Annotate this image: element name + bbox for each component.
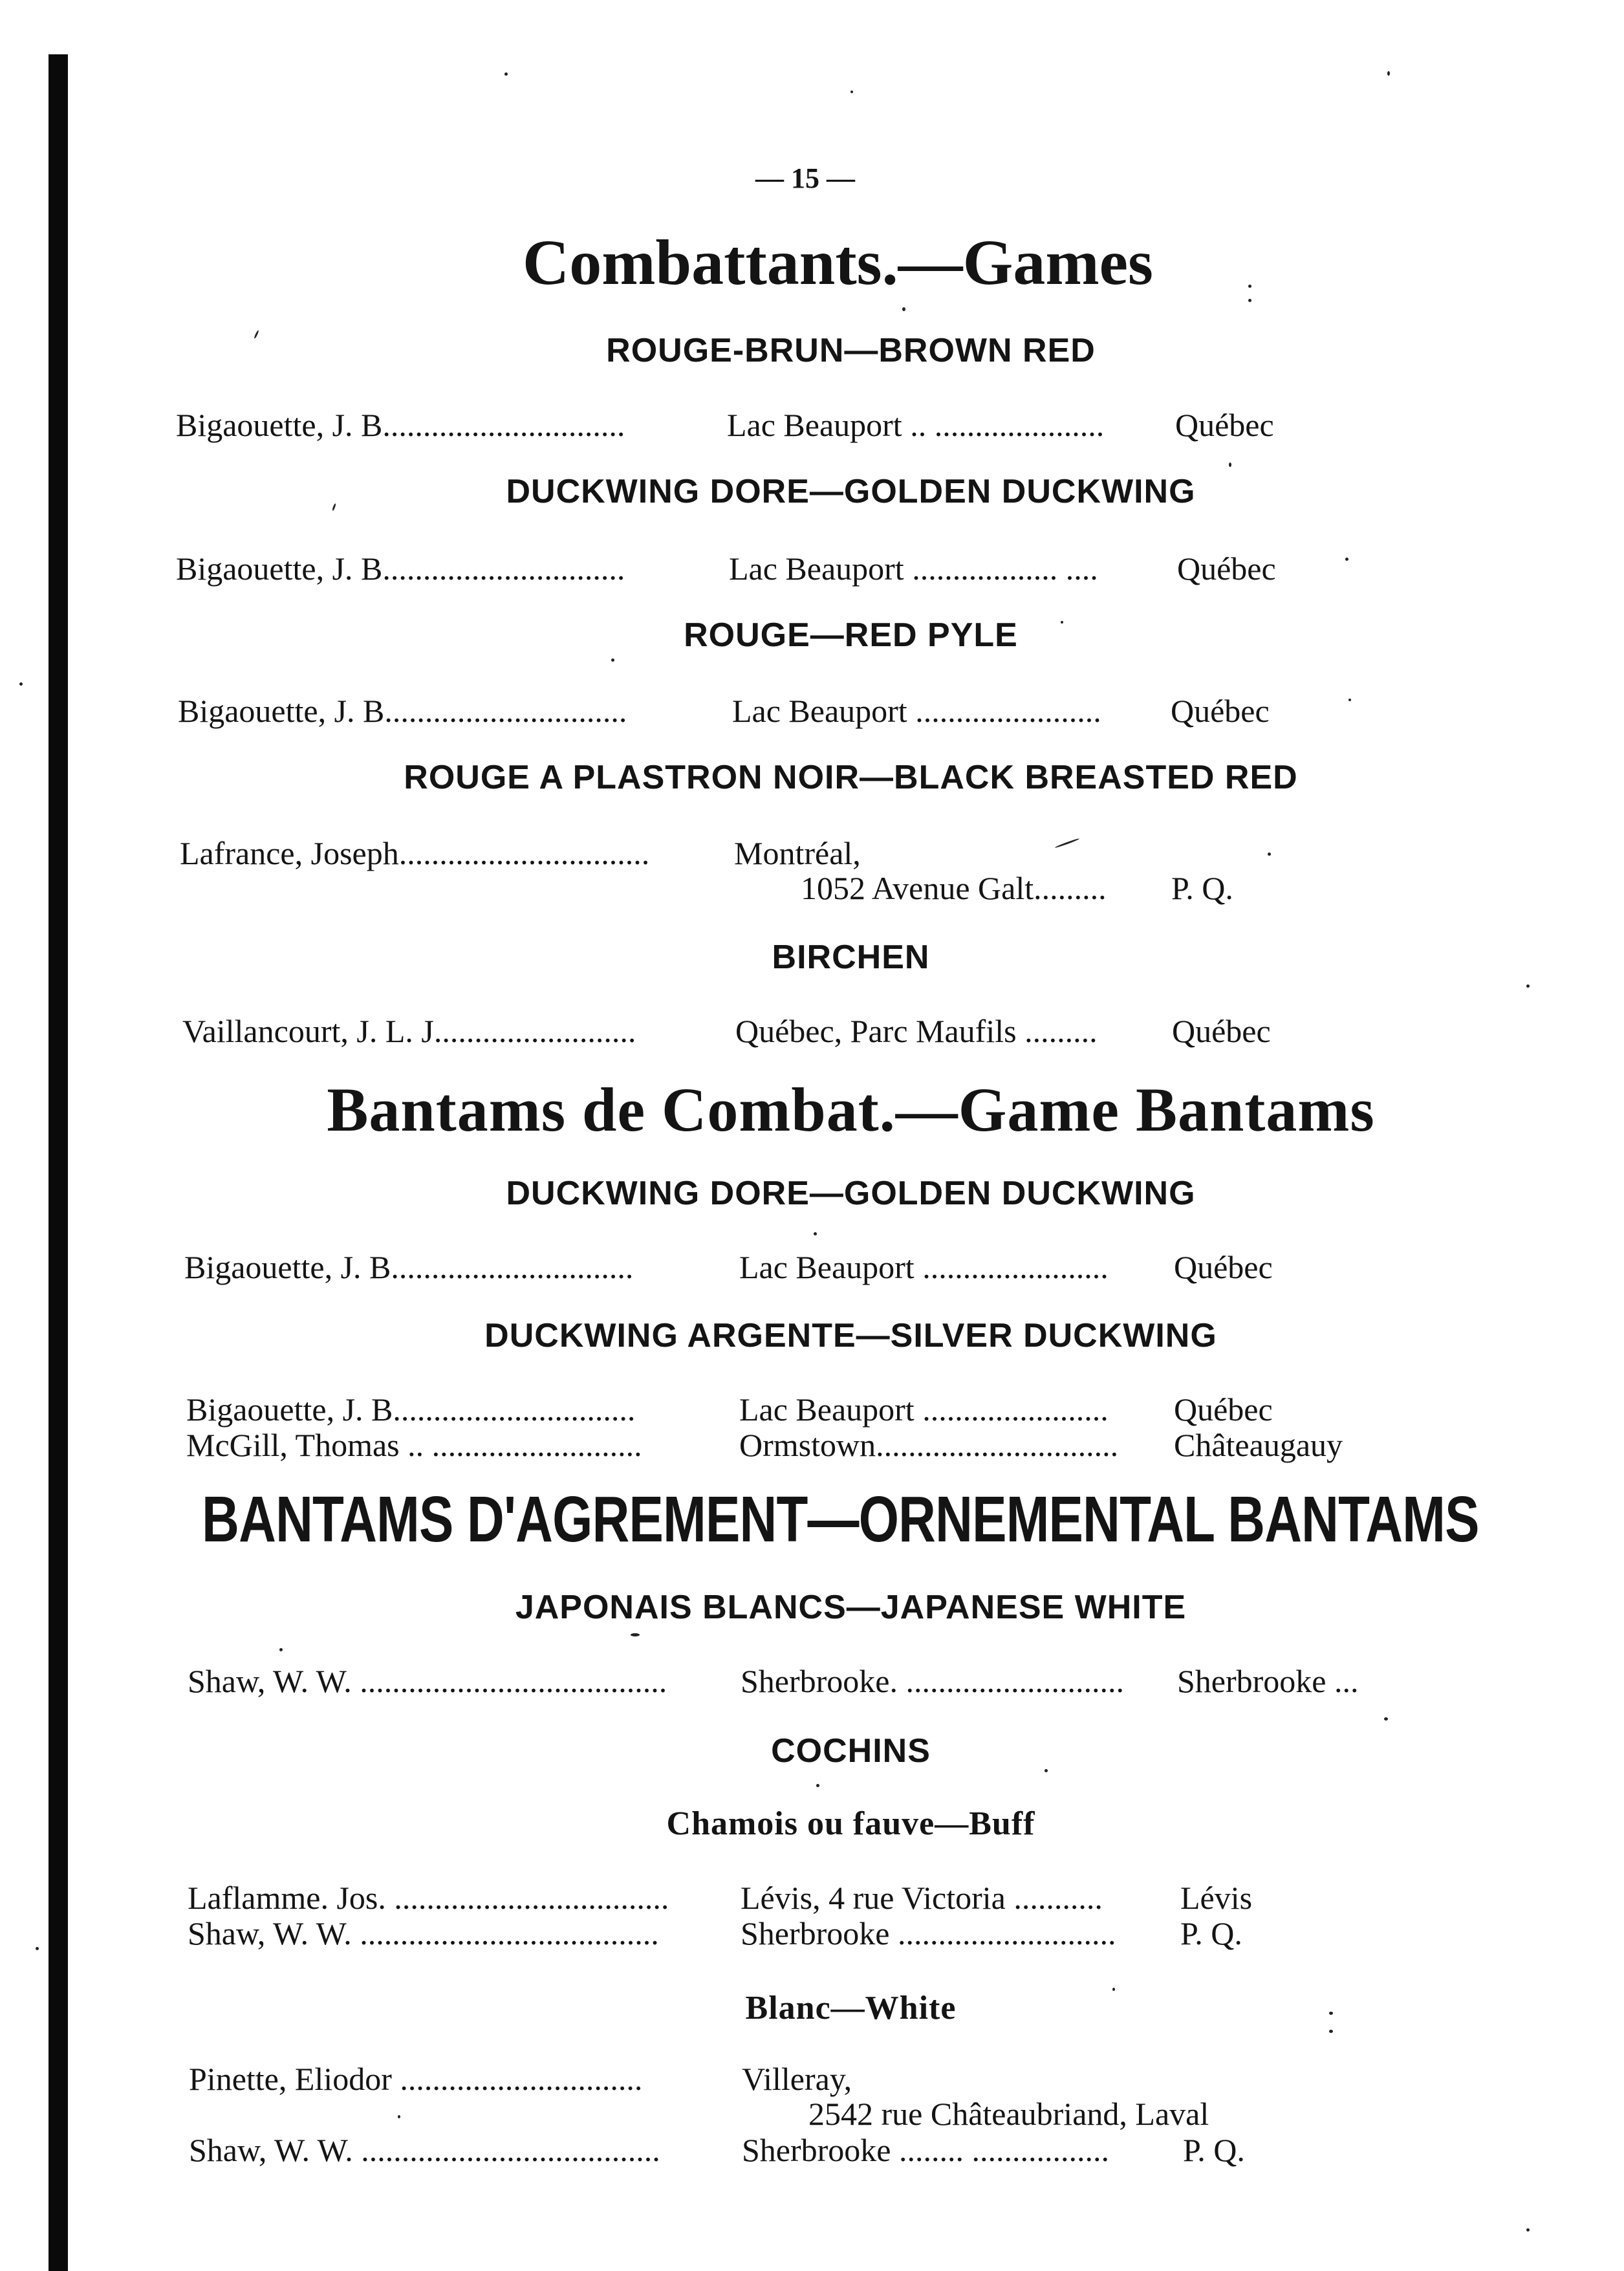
exhibitor-place: Ormstown.............................. [739,1427,1119,1463]
exhibitor-place: Sherbrooke. ........................... [741,1663,1124,1699]
exhibitor-address: 2542 rue Châteaubriand, Laval [808,2096,1209,2132]
scan-speck [1248,299,1251,302]
exhibitor-region: Québec [1174,1249,1273,1285]
exhibitor-name: Bigaouette, J. B.............................. [176,407,625,443]
scan-speck [1061,621,1063,624]
scan-speck [1329,2030,1333,2033]
exhibitor-region: Châteaugauy [1174,1427,1343,1463]
exhibitor-region: Québec [1175,407,1274,443]
scan-speck [279,1648,283,1651]
section-title-games: Combattants.—Games [523,226,1153,298]
exhibitor-name: Shaw, W. W. ..................................... [188,1915,659,1951]
scan-speck [850,91,853,93]
scan-speck [814,1232,817,1235]
exhibitor-name: McGill, Thomas .. .......................... [186,1427,642,1463]
exhibitor-region: Lévis [1180,1880,1253,1916]
exhibitor-place: Villeray, [742,2061,852,2097]
exhibitor-region: Sherbrooke ... [1177,1663,1359,1699]
scan-speck [1526,2228,1530,2232]
scan-speck [1526,984,1530,988]
exhibitor-region: P. Q. [1183,2132,1245,2168]
page-number: — 15 — [755,162,855,194]
scan-speck [398,2115,400,2118]
breed-heading-birchen: BIRCHEN [772,939,930,976]
exhibitor-place: Lac Beauport ....................... [739,1391,1109,1428]
scan-speck [1345,558,1348,561]
exhibitor-place: Montréal, [734,835,861,871]
exhibitor-name: Bigaouette, J. B.............................. [186,1391,636,1428]
exhibitor-region: P. Q. [1180,1915,1242,1951]
exhibitor-name: Lafrance, Joseph............................... [180,835,650,871]
exhibitor-place: Lévis, 4 rue Victoria ........... [741,1880,1103,1916]
scan-speck [1387,71,1390,76]
variety-heading-white: Blanc—White [745,1990,957,2027]
breed-heading-golden-duckwing: DUCKWING DORE—GOLDEN DUCKWING [506,473,1196,510]
exhibitor-name: Vaillancourt, J. L. J......................... [182,1013,636,1049]
exhibitor-place: Sherbrooke ........................... [741,1915,1116,1951]
exhibitor-region: P. Q. [1171,870,1233,906]
exhibitor-name: Pinette, Eliodor .............................. [189,2061,643,2097]
scan-speck [1229,462,1231,467]
scan-speck [19,682,23,686]
exhibitor-name: Shaw, W. W. ..................................... [189,2132,660,2168]
exhibitor-place: Québec, Parc Maufils ......... [735,1013,1098,1049]
scan-speck [36,1947,39,1950]
variety-heading-buff: Chamois ou fauve—Buff [666,1805,1035,1842]
exhibitor-address: 1052 Avenue Galt......... [801,870,1107,906]
scan-speck [1268,853,1271,856]
exhibitor-place: Lac Beauport ....................... [739,1249,1109,1285]
section-title-ornamental-bantams: BANTAMS D'AGREMENT—ORNEMENTAL BANTAMS [202,1483,1479,1556]
scan-speck [1112,1988,1115,1991]
exhibitor-name: Bigaouette, J. B.............................. [184,1249,634,1285]
exhibitor-place: Lac Beauport .................. .... [729,550,1098,587]
exhibitor-place: Lac Beauport .. ..................... [727,407,1105,443]
exhibitor-place: Lac Beauport ....................... [732,693,1101,729]
scan-speck [1045,1769,1048,1772]
scan-speck [631,1633,640,1636]
scan-speck [1384,1717,1388,1721]
breed-heading-black-breasted-red: ROUGE A PLASTRON NOIR—BLACK BREASTED RED [404,759,1298,796]
exhibitor-region: Québec [1177,550,1276,587]
breed-heading-golden-duckwing: DUCKWING DORE—GOLDEN DUCKWING [506,1175,1196,1212]
scan-speck [611,658,614,662]
exhibitor-region: Québec [1172,1013,1271,1049]
breed-heading-silver-duckwing: DUCKWING ARGENTE—SILVER DUCKWING [484,1317,1217,1354]
exhibitor-name: Laflamme. Jos. .................................. [188,1880,669,1916]
exhibitor-place: Sherbrooke ........ ................. [742,2132,1109,2168]
scan-speck [1348,699,1351,701]
breed-heading-japanese-white: JAPONAIS BLANCS—JAPANESE WHITE [515,1589,1187,1626]
exhibitor-region: Québec [1171,693,1270,729]
section-title-game-bantams: Bantams de Combat.—Game Bantams [327,1075,1375,1144]
exhibitor-name: Shaw, W. W. ...................................... [188,1663,667,1699]
scan-speck [1248,285,1251,288]
scan-speck [1055,838,1080,849]
scan-speck [504,72,508,76]
exhibitor-name: Bigaouette, J. B.............................. [176,550,625,587]
breed-heading-brown-red: ROUGE-BRUN—BROWN RED [606,332,1096,369]
scan-speck [902,307,905,311]
exhibitor-name: Bigaouette, J. B.............................. [178,693,627,729]
breed-heading-red-pyle: ROUGE—RED PYLE [684,616,1018,654]
breed-heading-cochins: COCHINS [771,1732,931,1770]
scan-speck [1329,2012,1333,2015]
scan-speck [816,1784,819,1787]
exhibitor-region: Québec [1174,1391,1273,1428]
